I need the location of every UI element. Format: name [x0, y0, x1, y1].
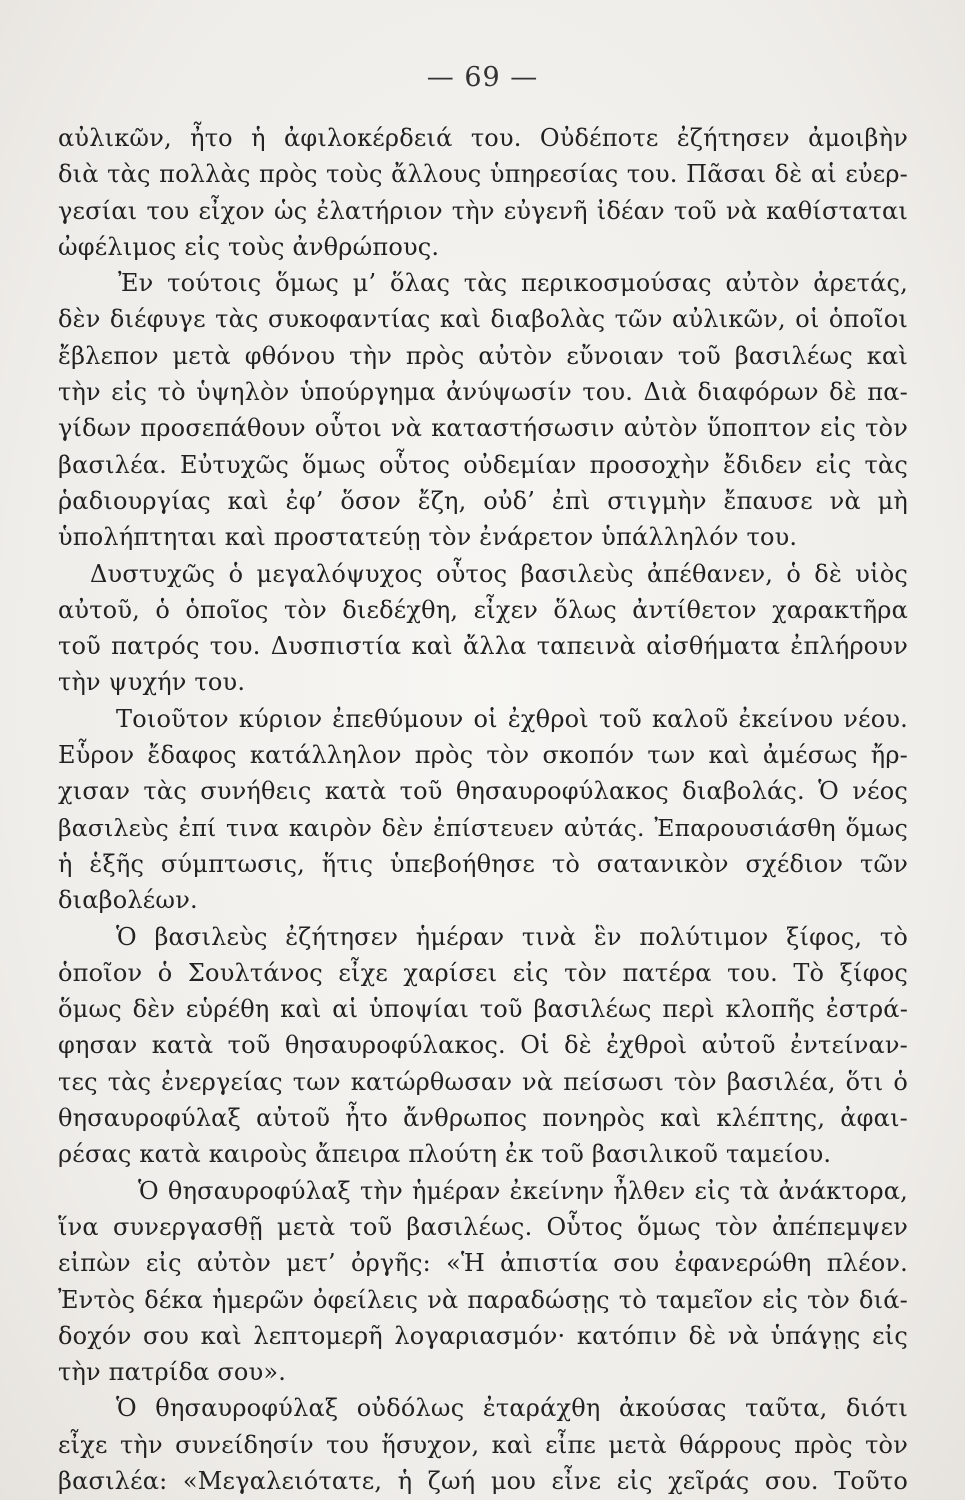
text-line: Ἐντὸς δέκα ἡμερῶν ὀφείλεις νὰ παραδώσῃς τὸ ταμεῖον εἰς τὸν διά-: [58, 1285, 908, 1314]
text-line: ὁποῖον ὁ Σουλτάνος εἶχε χαρίσει εἰς τὸν πατέρα του. Τὸ ξίφος: [58, 958, 908, 987]
text-line: δὲν διέφυγε τὰς συκοφαντίας καὶ διαβολὰς τῶν αὐλικῶν, οἱ ὁποῖοι: [58, 305, 908, 334]
text-line: αὐτοῦ, ὁ ὁποῖος τὸν διεδέχθη, εἶχεν ὅλως ἀντίθετον χαρακτῆρα: [58, 595, 908, 624]
text-line: τὴν ψυχήν του.: [58, 668, 246, 697]
text-line: ὅμως δὲν εὑρέθη καὶ αἱ ὑποψίαι τοῦ βασιλέως περὶ κλοπῆς ἐστρά-: [58, 995, 908, 1024]
text-line: εἰπὼν εἰς αὐτὸν μετ’ ὀργῆς: «Ἡ ἀπιστία σου ἐφανερώθη πλέον.: [58, 1249, 908, 1278]
text-line: χισαν τὰς συνήθεις κατὰ τοῦ θησαυροφύλακος διαβολάς. Ὁ νέος: [58, 777, 908, 806]
text-line: ἡ ἑξῆς σύμπτωσις, ἥτις ὑπεβοήθησε τὸ σατανικὸν σχέδιον τῶν: [58, 849, 908, 878]
text-line: θησαυροφύλαξ αὐτοῦ ἦτο ἄνθρωπος πονηρὸς καὶ κλέπτης, ἀφαι-: [58, 1104, 908, 1133]
text-line: Δυστυχῶς ὁ μεγαλόψυχος οὗτος βασιλεὺς ἀπέθανεν, ὁ δὲ υἱὸς: [90, 559, 908, 588]
text-line: Εὗρον ἔδαφος κατάλληλον πρὸς τὸν σκοπόν των καὶ ἀμέσως ἤρ-: [58, 741, 908, 770]
text-line: γεσίαι του εἶχον ὡς ἐλατήριον τὴν εὐγενῆ ἰδέαν τοῦ νὰ καθίσταται: [58, 196, 908, 225]
text-line: γίδων προσεπάθουν οὗτοι νὰ καταστήσωσιν αὐτὸν ὕποπτον εἰς τὸν: [58, 414, 908, 443]
text-line: ὠφέλιμος εἰς τοὺς ἀνθρώπους.: [58, 232, 440, 261]
body-text: [58, 120, 908, 1499]
text-line: βασιλέα: «Μεγαλειότατε, ἡ ζωή μου εἶνε εἰς χεῖράς σου. Τοῦτο: [58, 1466, 908, 1495]
text-line: ἔβλεπον μετὰ φθόνου τὴν πρὸς αὐτὸν εὔνοιαν τοῦ βασιλέως καὶ: [58, 341, 908, 370]
text-line: φησαν κατὰ τοῦ θησαυροφύλακος. Οἱ δὲ ἐχθροὶ αὐτοῦ ἐντείναν-: [58, 1031, 908, 1060]
text-line: Ὁ θησαυροφύλαξ τὴν ἡμέραν ἐκείνην ἦλθεν εἰς τὰ ἀνάκτορα,: [138, 1176, 908, 1205]
text-line: διὰ τὰς πολλὰς πρὸς τοὺς ἄλλους ὑπηρεσίας του. Πᾶσαι δὲ αἱ εὐερ-: [58, 160, 908, 189]
page-number: — 69 —: [426, 62, 539, 93]
text-line: τοῦ πατρός του. Δυσπιστία καὶ ἄλλα ταπεινὰ αἰσθήματα ἐπλήρουν: [58, 632, 908, 661]
text-line: Ἐν τούτοις ὅμως μ’ ὅλας τὰς περικοσμούσας αὐτὸν ἀρετάς,: [118, 269, 908, 298]
text-line: βασιλέα. Εὐτυχῶς ὅμως οὗτος οὐδεμίαν προσοχὴν ἔδιδεν εἰς τὰς: [58, 450, 908, 479]
text-line: τὴν πατρίδα σου».: [58, 1358, 287, 1387]
text-line: Τοιοῦτον κύριον ἐπεθύμουν οἱ ἐχθροὶ τοῦ καλοῦ ἐκείνου νέου.: [116, 704, 908, 733]
text-line: Ὁ βασιλεὺς ἐζήτησεν ἡμέραν τινὰ ἓν πολύτιμον ξίφος, τὸ: [116, 922, 908, 951]
text-line: τὴν εἰς τὸ ὑψηλὸν ὑπούργημα ἀνύψωσίν του. Διὰ διαφόρων δὲ πα-: [58, 378, 908, 407]
text-line: ὑπολήπτηται καὶ προστατεύῃ τὸν ἐνάρετον ὑπάλληλόν του.: [58, 523, 798, 552]
text-line: βασιλεὺς ἐπί τινα καιρὸν δὲν ἐπίστευεν αὐτάς. Ἐπαρουσιάσθη ὅμως: [58, 813, 908, 842]
text-line: ρέσας κατὰ καιροὺς ἄπειρα πλούτη ἐκ τοῦ βασιλικοῦ ταμείου.: [58, 1140, 832, 1169]
text-line: διαβολέων.: [58, 886, 198, 915]
text-line: ἵνα συνεργασθῇ μετὰ τοῦ βασιλέως. Οὗτος ὅμως τὸν ἀπέπεμψεν: [58, 1212, 908, 1241]
text-line: Ὁ θησαυροφύλαξ οὐδόλως ἐταράχθη ἀκούσας ταῦτα, διότι: [116, 1394, 908, 1423]
text-line: εἶχε τὴν συνείδησίν του ἥσυχον, καὶ εἶπε μετὰ θάρρους πρὸς τὸν: [58, 1430, 908, 1459]
text-line: ῥαδιουργίας καὶ ἐφ’ ὅσον ἔζη, οὐδ’ ἐπὶ στιγμὴν ἔπαυσε νὰ μὴ: [58, 486, 908, 515]
text-line: δοχόν σου καὶ λεπτομερῆ λογαριασμόν· κατόπιν δὲ νὰ ὑπάγῃς εἰς: [58, 1321, 908, 1350]
text-line: αὐλικῶν, ἦτο ἡ ἀφιλοκέρδειά του. Οὐδέποτε ἐζήτησεν ἀμοιβὴν: [58, 124, 908, 152]
text-line: τες τὰς ἐνεργείας των κατώρθωσαν νὰ πείσωσι τὸν βασιλέα, ὅτι ὁ: [58, 1067, 908, 1096]
